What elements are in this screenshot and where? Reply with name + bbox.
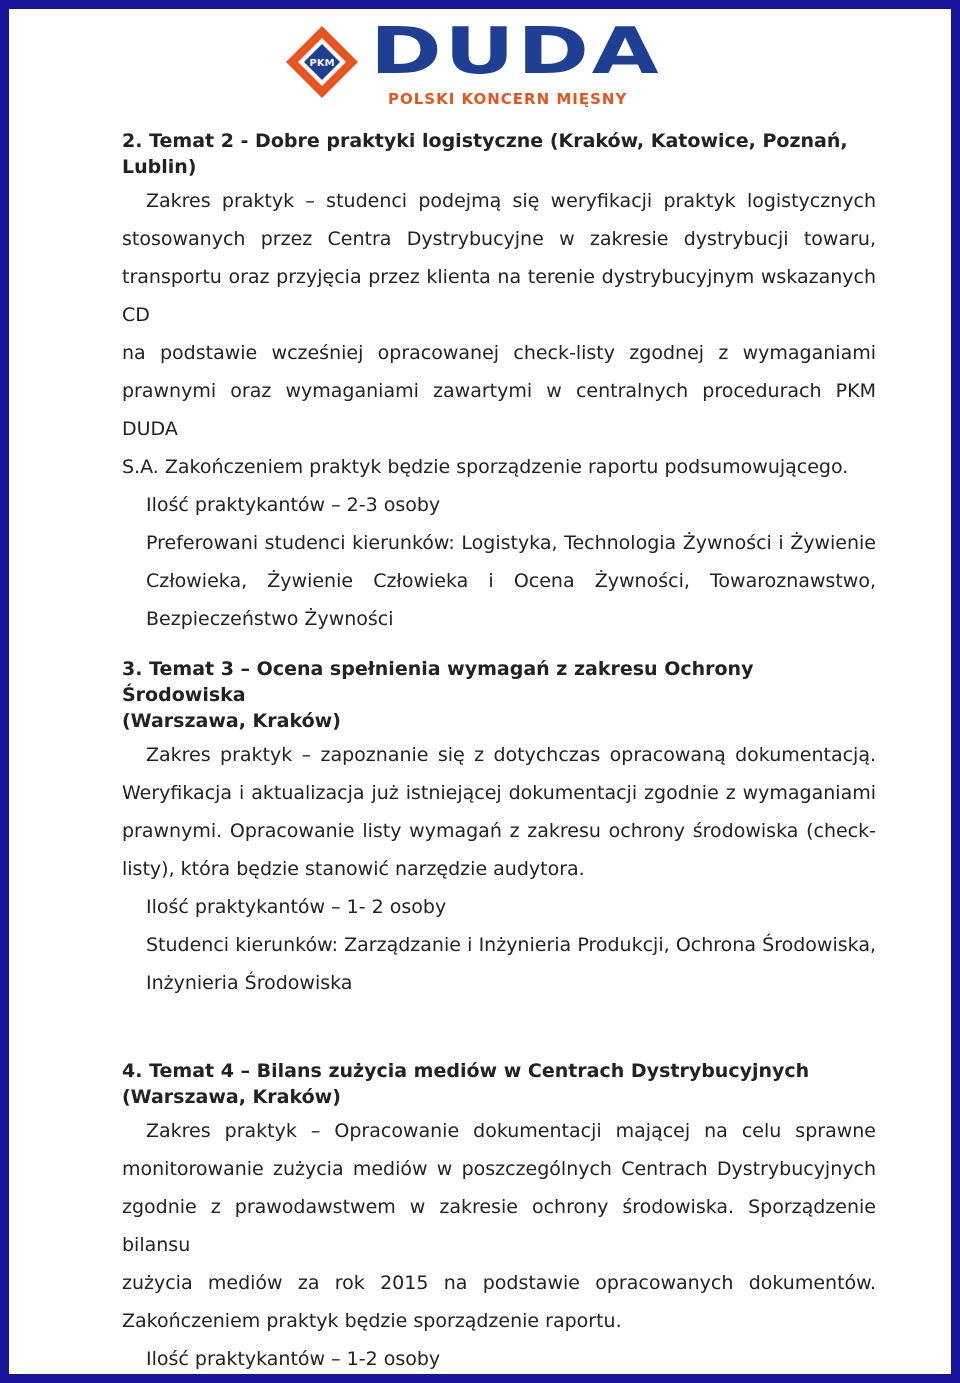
heading-line-2: Lublin) bbox=[122, 156, 197, 178]
scope-line: transportu oraz przyjęcia przez klienta na terenie dystrybucyjnym wskazanych CD bbox=[122, 266, 876, 326]
scope-line: prawnymi oraz wymaganiami zawartymi w centralnych procedurach PKM DUDA bbox=[122, 380, 876, 440]
scope-line: Weryfikacja i aktualizacja już istniejącej dokumentacji zgodnie z wymaganiami bbox=[122, 782, 876, 804]
heading-number: 3. bbox=[122, 658, 143, 680]
intern-count: Ilość praktykantów – 1-2 osoby bbox=[146, 1348, 441, 1370]
scope-paragraph bbox=[122, 182, 876, 486]
scope-line: listy), która będzie stanowić narzędzie audytora. bbox=[122, 858, 585, 880]
preferred-line: Studenci kierunków: Zarządzanie i Inżynieria Produkcji, Ochrona Środowiska, bbox=[146, 934, 876, 956]
scope-line: stosowanych przez Centra Dystrybucyjne w zakresie dystrybucji towaru, bbox=[122, 228, 876, 250]
section-heading bbox=[122, 1058, 876, 1110]
preferred-line: Człowieka, Żywienie Człowieka i Ocena Żywności, Towaroznawstwo, bbox=[146, 570, 876, 592]
company-logo bbox=[278, 15, 662, 112]
scope-line: zużycia mediów za rok 2015 na podstawie opracowanych dokumentów. bbox=[122, 1272, 876, 1294]
scope-line: zgodnie z prawodawstwem w zakresie ochrony środowiska. Sporządzenie bilansu bbox=[122, 1196, 876, 1256]
scope-line: prawnymi. Opracowanie listy wymagań z zakresu ochrony środowiska (check- bbox=[122, 820, 876, 842]
scope-line: S.A. Zakończeniem praktyk będzie sporządzenie raportu podsumowującego. bbox=[122, 456, 849, 478]
section-topic-4 bbox=[122, 1058, 876, 1378]
scope-paragraph bbox=[122, 1112, 876, 1340]
scope-paragraph bbox=[122, 736, 876, 888]
section-heading bbox=[122, 656, 876, 734]
scope-line: Zakończeniem praktyk będzie sporządzenie raportu. bbox=[122, 1310, 622, 1332]
heading-line-1: Temat 4 – Bilans zużycia mediów w Centrach Dystrybucyjnych bbox=[149, 1060, 810, 1082]
heading-line-1: Temat 3 – Ocena spełnienia wymagań z zakresu Ochrony Środowiska bbox=[122, 658, 754, 706]
document-body bbox=[122, 128, 876, 1378]
heading-number: 4. bbox=[122, 1060, 143, 1082]
intern-count: Ilość praktykantów – 1- 2 osoby bbox=[146, 896, 447, 918]
scope-line: Zakres praktyk – studenci podejmą się weryfikacji praktyk logistycznych bbox=[146, 190, 876, 212]
section-topic-2 bbox=[122, 128, 876, 638]
heading-number: 2. bbox=[122, 130, 143, 152]
preferred-fields bbox=[122, 524, 876, 638]
heading-line-1: Temat 2 - Dobre praktyki logistyczne (Kraków, Katowice, Poznań, bbox=[149, 130, 848, 152]
section-heading bbox=[122, 128, 876, 180]
logo-badge-text: PKM bbox=[309, 58, 335, 69]
preferred-fields bbox=[122, 926, 876, 1002]
preferred-line: Inżynieria Środowiska bbox=[146, 972, 353, 994]
heading-line-2: (Warszawa, Kraków) bbox=[122, 710, 341, 732]
pkm-diamond-icon bbox=[284, 24, 360, 100]
section-topic-3 bbox=[122, 656, 876, 1002]
intern-count: Ilość praktykantów – 2-3 osoby bbox=[146, 494, 441, 516]
heading-line-2: (Warszawa, Kraków) bbox=[122, 1086, 341, 1108]
scope-line: Zakres praktyk – zapoznanie się z dotychczas opracowaną dokumentacją. bbox=[146, 744, 876, 766]
preferred-line: Preferowani studenci kierunków: Logistyka, Technologia Żywności i Żywienie bbox=[146, 532, 876, 554]
logo-tagline: POLSKI KONCERN MIĘSNY bbox=[388, 90, 628, 108]
logo-name: DUDA bbox=[370, 15, 662, 89]
scope-line: na podstawie wcześniej opracowanej check-listy zgodnej z wymaganiami bbox=[122, 342, 876, 364]
scope-line: Zakres praktyk – Opracowanie dokumentacji mającej na celu sprawne bbox=[146, 1120, 876, 1142]
preferred-line: Bezpieczeństwo Żywności bbox=[146, 608, 394, 630]
scope-line: monitorowanie zużycia mediów w poszczególnych Centrach Dystrybucyjnych bbox=[122, 1158, 876, 1180]
